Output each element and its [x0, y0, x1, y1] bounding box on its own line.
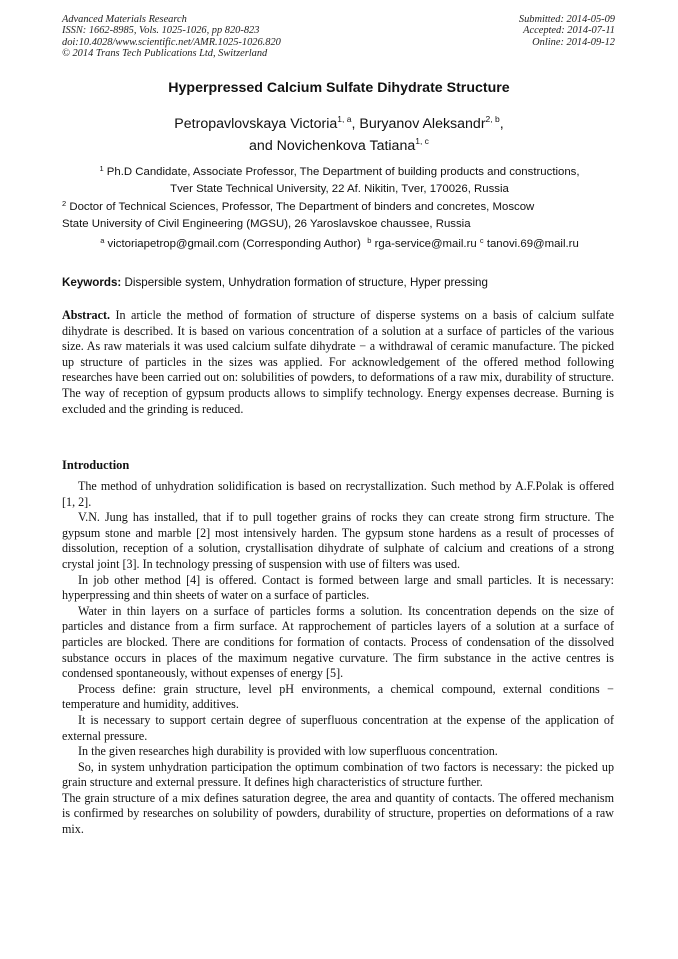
author-and: and	[249, 138, 277, 154]
author-line-1	[0, 113, 678, 135]
keywords-label: Keywords:	[62, 276, 122, 289]
affiliation-line: $^1$ Ph.D Candidate, Associate Professor, The Department of building products and constructions,	[99, 164, 580, 178]
paragraph: V.N. Jung has installed, that if to pull together grains of rocks they can create strong firm structure. The gypsum stone and marble [2] most intensively harden. The gypsum stone hardens as a result of processes of dissolution, reception of a solution, crystallisation dihydrate of sulphate of calcium and creations of a strong crystal joint [3]. In technology pressing of suspension with use of filters was used.	[62, 510, 614, 571]
affiliation-line: $^2$ Doctor of Technical Sciences, Professor, The Department of binders and concretes, Moscow	[62, 199, 535, 213]
journal-header-right	[519, 14, 615, 48]
email-link[interactable]: victoriapetrop@gmail.com (Corresponding Author)	[107, 238, 361, 250]
paragraph: In the given researches high durability is provided with low superfluous concentration.	[78, 744, 498, 759]
keywords-text: Dispersible system, Unhydration formation of structure, Hyper pressing	[124, 276, 488, 289]
abstract-text: In article the method of formation of structure of disperse systems on a basis of calcium sulfate dihydrate is described. It is based on various concentration of a solution at a surface of particles of the various size. As raw materials it was used calcium sulfate dihydrate − a withdrawal of ceramic manufacture. The picked up structure of particles in the sizes was applied. For acknowledgement of the offered method following researches have been carried out on: solubilities of powders, to deformations of a raw mix, durability of structure. The way of reception of gypsum products allows to simplify technology. Energy expenses decrease. Burning is excluded and the grinding is reduced.	[62, 308, 614, 416]
paragraph: The method of unhydration solidification is based on recrystallization. Such method by A.F.Polak is offered [1, 2].	[62, 479, 614, 509]
online-date: Online: 2014-09-12	[532, 36, 615, 48]
journal-copyright: © 2014 Trans Tech Publications Ltd, Switzerland	[62, 48, 268, 60]
affiliation-2	[62, 199, 617, 233]
author-name: Buryanov Aleksandr	[359, 116, 486, 132]
paragraph: The grain structure of a mix defines saturation degree, the area and quantity of contacts. The offered mechanism is confirmed by researches on solubility of powders, durability of structure, properties on deformations of a raw mix.	[62, 790, 614, 837]
email-mark: c	[479, 236, 484, 245]
author-name: Novichenkova Tatiana	[276, 138, 416, 154]
affiliation-1	[62, 164, 617, 198]
introduction-body	[62, 479, 614, 838]
author-separator: ,	[499, 116, 504, 132]
journal-header-left	[62, 14, 281, 60]
author-list	[0, 113, 678, 157]
email-line	[62, 236, 617, 253]
journal-name: Advanced Materials Research	[62, 14, 187, 25]
affiliation-mark: 2	[62, 199, 67, 208]
author-mark: 2, b	[485, 114, 500, 124]
paragraph: So, in system unhydration participation the optimum combination of two factors is necessary: the picked up grain structure and external pressure. It defines high characteristics of structure further.	[62, 759, 614, 790]
section-heading-introduction: Introduction	[62, 458, 130, 472]
paragraph: Process define: grain structure, level pH environments, a chemical compound, external conditions − temperature and humidity, additives.	[62, 681, 614, 712]
paragraph: In job other method [4] is offered. Contact is formed between large and small particles. It is necessary: hyperpressing and thin sheets of water on a surface of particles.	[62, 572, 614, 603]
author-mark: 1, a	[337, 114, 352, 124]
author-mark: 1, c	[415, 136, 429, 146]
email-link[interactable]: rga-service@mail.ru	[374, 238, 477, 250]
paper-title: Hyperpressed Calcium Sulfate Dihydrate Structure	[168, 80, 510, 96]
submitted-date: Submitted: 2014-05-09	[518, 14, 615, 25]
affiliation-line: Tver State Technical University, 22 Af. Nikitin, Tver, 170026, Russia	[170, 183, 509, 195]
affiliation-line: State University of Civil Engineering (MGSU), 26 Yaroslavskoe chaussee, Russia	[62, 218, 471, 230]
email-mark: a	[100, 236, 105, 245]
paragraph: It is necessary to support certain degree of superfluous concentration at the expense of the application of external pressure.	[62, 712, 614, 743]
journal-issn: ISSN: 1662-8985, Vols. 1025-1026, pp 820-823	[62, 25, 260, 37]
author-separator: ,	[351, 116, 360, 132]
paragraph: Water in thin layers on a surface of particles forms a solution. Its concentration depends on the size of particles and distance from a firm surface. At rapprochement of particles layers of a solution at a surface of particles are blocked. There are conditions for formation of contacts. Process of condensation of the dissolved substance occurs in places of the maximum negative curvature. The firm substance in the active centres is condensed spontaneously, without expenses of energy [5].	[62, 603, 614, 681]
email-mark: b	[367, 236, 372, 245]
journal-doi[interactable]: doi:10.4028/www.scientific.net/AMR.1025-1026.820	[62, 36, 281, 48]
author-name: Petropavlovskaya Victoria	[174, 116, 338, 132]
keywords	[62, 276, 617, 289]
abstract-label: Abstract.	[62, 308, 111, 322]
author-line-2	[0, 135, 678, 157]
abstract	[62, 308, 614, 417]
accepted-date: Accepted: 2014-07-11	[523, 25, 615, 37]
affiliation-mark: 1	[99, 164, 104, 173]
email-link[interactable]: tanovi.69@mail.ru	[486, 238, 579, 250]
